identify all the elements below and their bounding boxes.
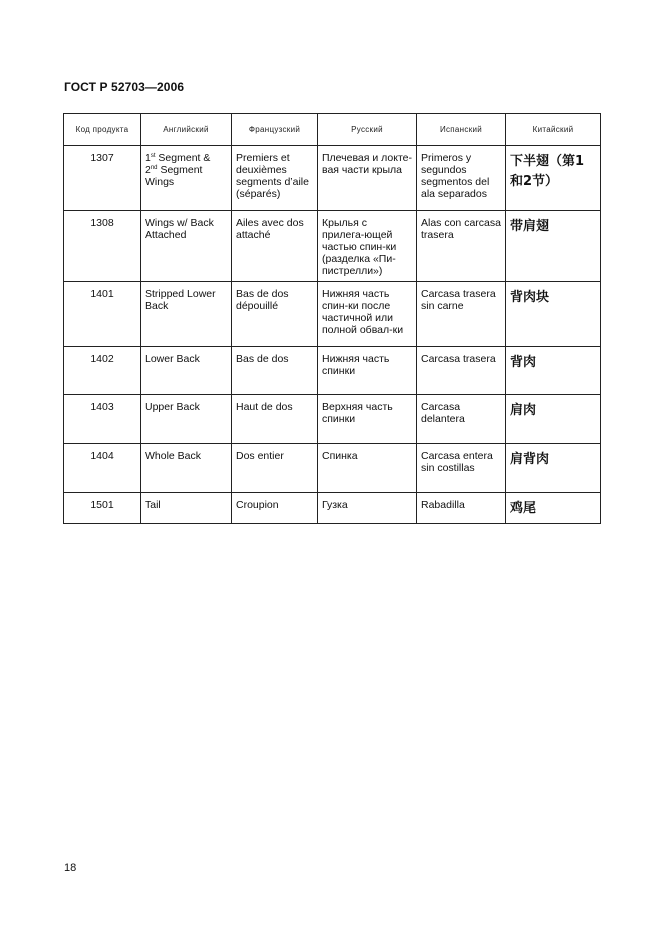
cell-spanish: Alas con carcasa trasera: [417, 211, 506, 282]
column-header-russian: Русский: [318, 114, 417, 146]
table-row: [64, 493, 601, 524]
table-row: [64, 146, 601, 211]
cell-english: Upper Back: [141, 395, 232, 444]
cell-spanish: Carcasa trasera: [417, 347, 506, 395]
cell-chinese: 鸡尾: [506, 493, 601, 524]
cell-chinese: 下半翅（第1和2节）: [506, 146, 601, 211]
cell-french: Dos entier: [232, 444, 318, 493]
cell-chinese: 背肉: [506, 347, 601, 395]
cell-code: 1401: [64, 282, 141, 347]
cell-english: Stripped Lower Back: [141, 282, 232, 347]
cell-french: Haut de dos: [232, 395, 318, 444]
cell-russian: Спинка: [318, 444, 417, 493]
cell-code: 1308: [64, 211, 141, 282]
cell-spanish: Rabadilla: [417, 493, 506, 524]
column-header-english: Английский: [141, 114, 232, 146]
cell-chinese: 带肩翅: [506, 211, 601, 282]
document-header: ГОСТ Р 52703—2006: [64, 80, 185, 94]
cell-russian: Крылья с прилега-ющей частью спин-ки (разделка «Пи-пистрелли»): [318, 211, 417, 282]
cell-russian: Нижняя часть спин-ки после частичной или полной обвал-ки: [318, 282, 417, 347]
cell-spanish: Carcasa entera sin costillas: [417, 444, 506, 493]
cell-russian: Плечевая и локте-вая части крыла: [318, 146, 417, 211]
cell-russian: Верхняя часть спинки: [318, 395, 417, 444]
table-row: [64, 282, 601, 347]
cell-code: 1501: [64, 493, 141, 524]
cell-spanish: Carcasa trasera sin carne: [417, 282, 506, 347]
cell-french: Premiers et deuxièmes segments d’aile (séparés): [232, 146, 318, 211]
cell-chinese: 肩肉: [506, 395, 601, 444]
cell-french: Bas de dos dépouillé: [232, 282, 318, 347]
cell-code: 1402: [64, 347, 141, 395]
column-header-chinese: Китайский: [506, 114, 601, 146]
cell-code: 1404: [64, 444, 141, 493]
table-row: [64, 211, 601, 282]
cell-chinese: 背肉块: [506, 282, 601, 347]
cell-english: 1st Segment & 2nd Segment Wings: [141, 146, 232, 211]
table-row: [64, 395, 601, 444]
cell-english: Wings w/ Back Attached: [141, 211, 232, 282]
cell-russian: Нижняя часть спинки: [318, 347, 417, 395]
cell-chinese: 肩背肉: [506, 444, 601, 493]
cell-french: Bas de dos: [232, 347, 318, 395]
table-row: [64, 444, 601, 493]
cell-code: 1307: [64, 146, 141, 211]
column-header-french: Французский: [232, 114, 318, 146]
cell-code: 1403: [64, 395, 141, 444]
cell-french: Croupion: [232, 493, 318, 524]
cell-english: Whole Back: [141, 444, 232, 493]
table-header-row: [64, 114, 601, 146]
column-header-code: Код продукта: [64, 114, 141, 146]
column-header-spanish: Испанский: [417, 114, 506, 146]
cell-english: Tail: [141, 493, 232, 524]
cell-russian: Гузка: [318, 493, 417, 524]
cell-english: Lower Back: [141, 347, 232, 395]
cell-french: Ailes avec dos attaché: [232, 211, 318, 282]
table-row: [64, 347, 601, 395]
page-number: 18: [64, 862, 77, 874]
cell-spanish: Primeros y segundos segmentos del ala separados: [417, 146, 506, 211]
product-codes-table: [63, 113, 601, 524]
cell-spanish: Carcasa delantera: [417, 395, 506, 444]
